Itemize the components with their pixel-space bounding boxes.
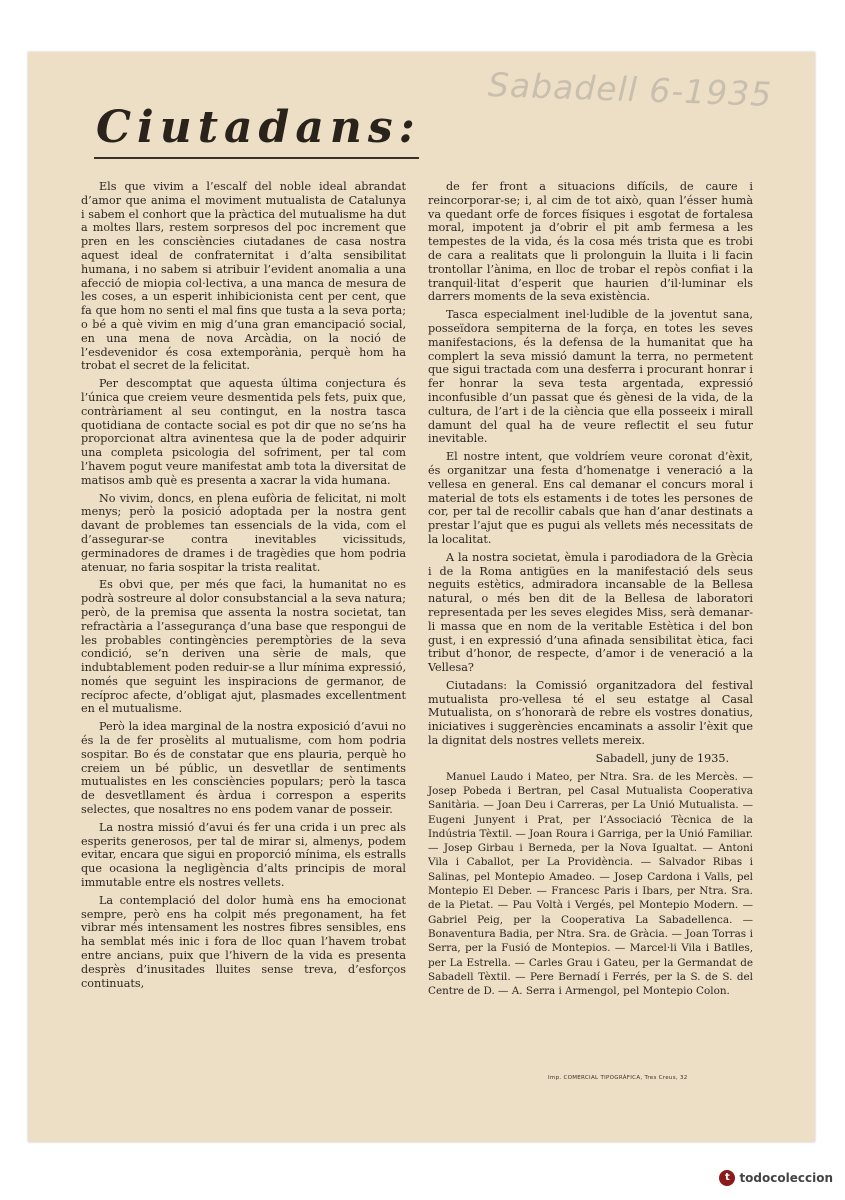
paragraph: El nostre intent, que voldríem veure coronat d’èxit, és organitzar una festa d’homenatge i veneració a la vellesa en general. Ens cal demanar el concurs moral i material de tots els estaments i de totes les persones de cor, per tal de recollir cabals que han d’anar destinats a prestar l’ajut que es pugui als vellets més necessitats de la localitat. [428,450,753,546]
paragraph: Els que vivim a l’escalf del noble ideal abrandat d’amor que anima el moviment mutualista de Catalunya i sabem el conhort que la pràctica del mutualisme ha dut a moltes llars, restem sorpresos del poc increment que pren en les consciències ciutadanes de casa nostra aquest ideal de confraternitat i d’alta sensibilitat humana, i no sabem si atribuir l’evident anomalia a una afecció de miopia col·lectiva, a una manca de mesura de les coses, a un esperit inhibicionista cent per cent, que fa que hom no senti el mal fins que tusta a la seva porta; o bé a què vivim en mig d’una gran emancipació social, en una mena de nova Arcàdia, on la noció de l’esdevenidor és cosa extemporània, perquè hom ha trobat el secret de la felicitat. [81,180,406,373]
paragraph: Però la idea marginal de la nostra exposició d’avui no és la de fer prosèlits al mutualisme, com hom podria sospitar. Bo és de constatar que ens plauria, perquè ho creiem un bé públic, un desvetllar de sentiments mutualistes en les consciències populars; però la tasca de desvetllament és àrdua i correspon a esperits selectes, que nosaltres no ens podem vanar de posseir. [81,720,406,817]
title-underline [94,157,419,159]
watermark [719,1170,833,1186]
watermark-logo-icon: t [719,1170,735,1186]
paragraph: de fer front a situacions difícils, de caure i reincorporar-se; i, al cim de tot això, quan l’ésser humà va quedant orfe de forces físiques i esgotat de fortalesa moral, impotent ja d’obrir el pit amb fermesa a les tempestes de la vida, és la cosa més trista que es trobi de cara a realitats que li prolonguin la lluita i li facin trontollar l’ànima, en lloc de trobar el repòs confiat i la tranquil·litat d’esperit que haurien d’il·luminar els darrers moments de la seva existència. [428,180,753,304]
watermark-text: todocoleccion [739,1171,833,1185]
printer-imprint: Imp. COMERCIAL TIPOGRÀFICA, Tres Creus, 32 [548,1075,688,1081]
paragraph: Ciutadans: la Comissió organitzadora del festival mutualista pro-vellesa té el seu estatge al Casal Mutualista, on s’honorarà de rebre els vostres donatius, iniciatives i suggerències encaminats a assolir l’èxit que la dignitat dels nostres vellets mereix. [428,678,753,748]
paragraph: La contemplació del dolor humà ens ha emocionat sempre, però ens ha colpit més pregonament, ha fet vibrar més intensament les nostres fibres sensibles, ens ha semblat més inic i fora de lloc quan l’havem trobat entre ancians, puix que l’hivern de la vida es presenta desprès d’inusitades lluites sense treva, d’esforços continuats, [81,893,406,990]
right-column [428,180,753,1002]
document-title: Ciutadans: [96,102,421,153]
left-column [81,180,406,994]
paragraph: Tasca especialment inel·ludible de la joventut sana, posseïdora sempiterna de la força, en totes les seves manifestacions, és la defensa de la humanitat que ha complert la seva missió damunt la terra, no permetent que sigui tractada com una desferra i procurant honrar i fer honrar la seva testa argentada, expressió inconfusible d’un passat que és gènesi de la vida, de la cultura, de l’art i de la ciència que ella posseeix i mirall damunt del qual ha de veure reflectit el seu futur inevitable. [428,308,753,446]
paragraph: Per descomptat que aquesta última conjectura és l’única que creiem veure desmentida pels fets, puix que, contràriament al seu contingut, en la nostra tasca quotidiana de contacte social es pot dir que no se’ns ha proporcionat altra avinentesa que la de poder adquirir una completa psicologia del sofriment, per tal com l’havem pogut veure manifestat amb tota la diversitat de matisos amb què es presenta a xacrar la vida humana. [81,377,406,487]
document-sheet [28,52,815,1142]
paragraph: La nostra missió d’avui és fer una crida i un prec als esperits generosos, per tal de mirar si, almenys, podem evitar, encara que sigui en proporció mínima, els estralls que ocasiona la negligència d’alts principis de moral immutable entre els nostres vellets. [81,820,406,890]
signatories-list: Manuel Laudo i Mateo, per Ntra. Sra. de les Mercès. — Josep Pobeda i Bertran, pel Casal Mutualista Cooperativa Sanitària. — Joan Deu i Carreras, per La Unió Mutualista. — Eugeni Junyent i Prat, per l’Associació Tècnica de la Indústria Tèxtil. — Joan Roura i Garriga, per la Unió Familiar. — Josep Girbau i Berneda, per la Nova Igualtat. — Antoni Vila i Caballot, per La Providència. — Salvador Ribas i Salinas, pel Montepio Amadeo. — Josep Cardona i Valls, pel Montepio El Deber. — Francesc Paris i Ibars, per Ntra. Sra. de la Pietat. — Pau Voltà i Vergés, pel Montepio Modern. — Gabriel Peig, per la Cooperativa La Sabadellenca. — Bonaventura Badia, per Ntra. Sra. de Gràcia. — Joan Torras i Serra, per la Fusió de Montepios. — Marcel·li Vila i Batlles, per La Estrella. — Carles Grau i Gateu, per la Germandat de Sabadell Tèxtil. — Pere Bernadí i Ferrés, per la S. de S. del Centre de D. — A. Serra i Armengol, pel Montepio Colon. [428,770,753,998]
handwritten-annotation: Sabadell 6-1935 [487,65,773,114]
signoff-date: Sabadell, juny de 1935. [595,751,729,765]
paragraph: Es obvi que, per més que faci, la humanitat no es podrà sostreure al dolor consubstancial a la seva natura; però, de la premisa que assenta la nostra societat, tan refractària a l’assegurança d’una base que respongui de les probables contingències peremptòries de la seva condició, se’n deriven una sèrie de mals, que indubtablement poden reduir-se a llur mínima expressió, només que seguint les inspiracions de germanor, de recíproc afecte, d’obligat ajut, plasmades excellentment en el mutualisme. [81,578,406,716]
paragraph: No vivim, doncs, en plena eufòria de felicitat, ni molt menys; però la posició adoptada per la nostra gent davant de problemes tan essencials de la vida, com el d’assegurar-se contra inevitables vicissituds, germinadores de drames i de tragèdies que hom podria atenuar, no faria sospitar la trista realitat. [81,491,406,574]
paragraph: A la nostra societat, èmula i parodiadora de la Grècia i de la Roma antigües en la manifestació dels seus neguits estètics, admiradora incansable de la Bellesa natural, o més ben dit de la Bellesa de laboratori representada per les seves elegides Miss, serà demanar-li massa que en nom de la veritable Estètica i del bon gust, i en expressió d’una afinada sensibilitat ètica, faci tribut d’honor, de respecte, d’amor i de veneració a la Vellesa? [428,550,753,675]
